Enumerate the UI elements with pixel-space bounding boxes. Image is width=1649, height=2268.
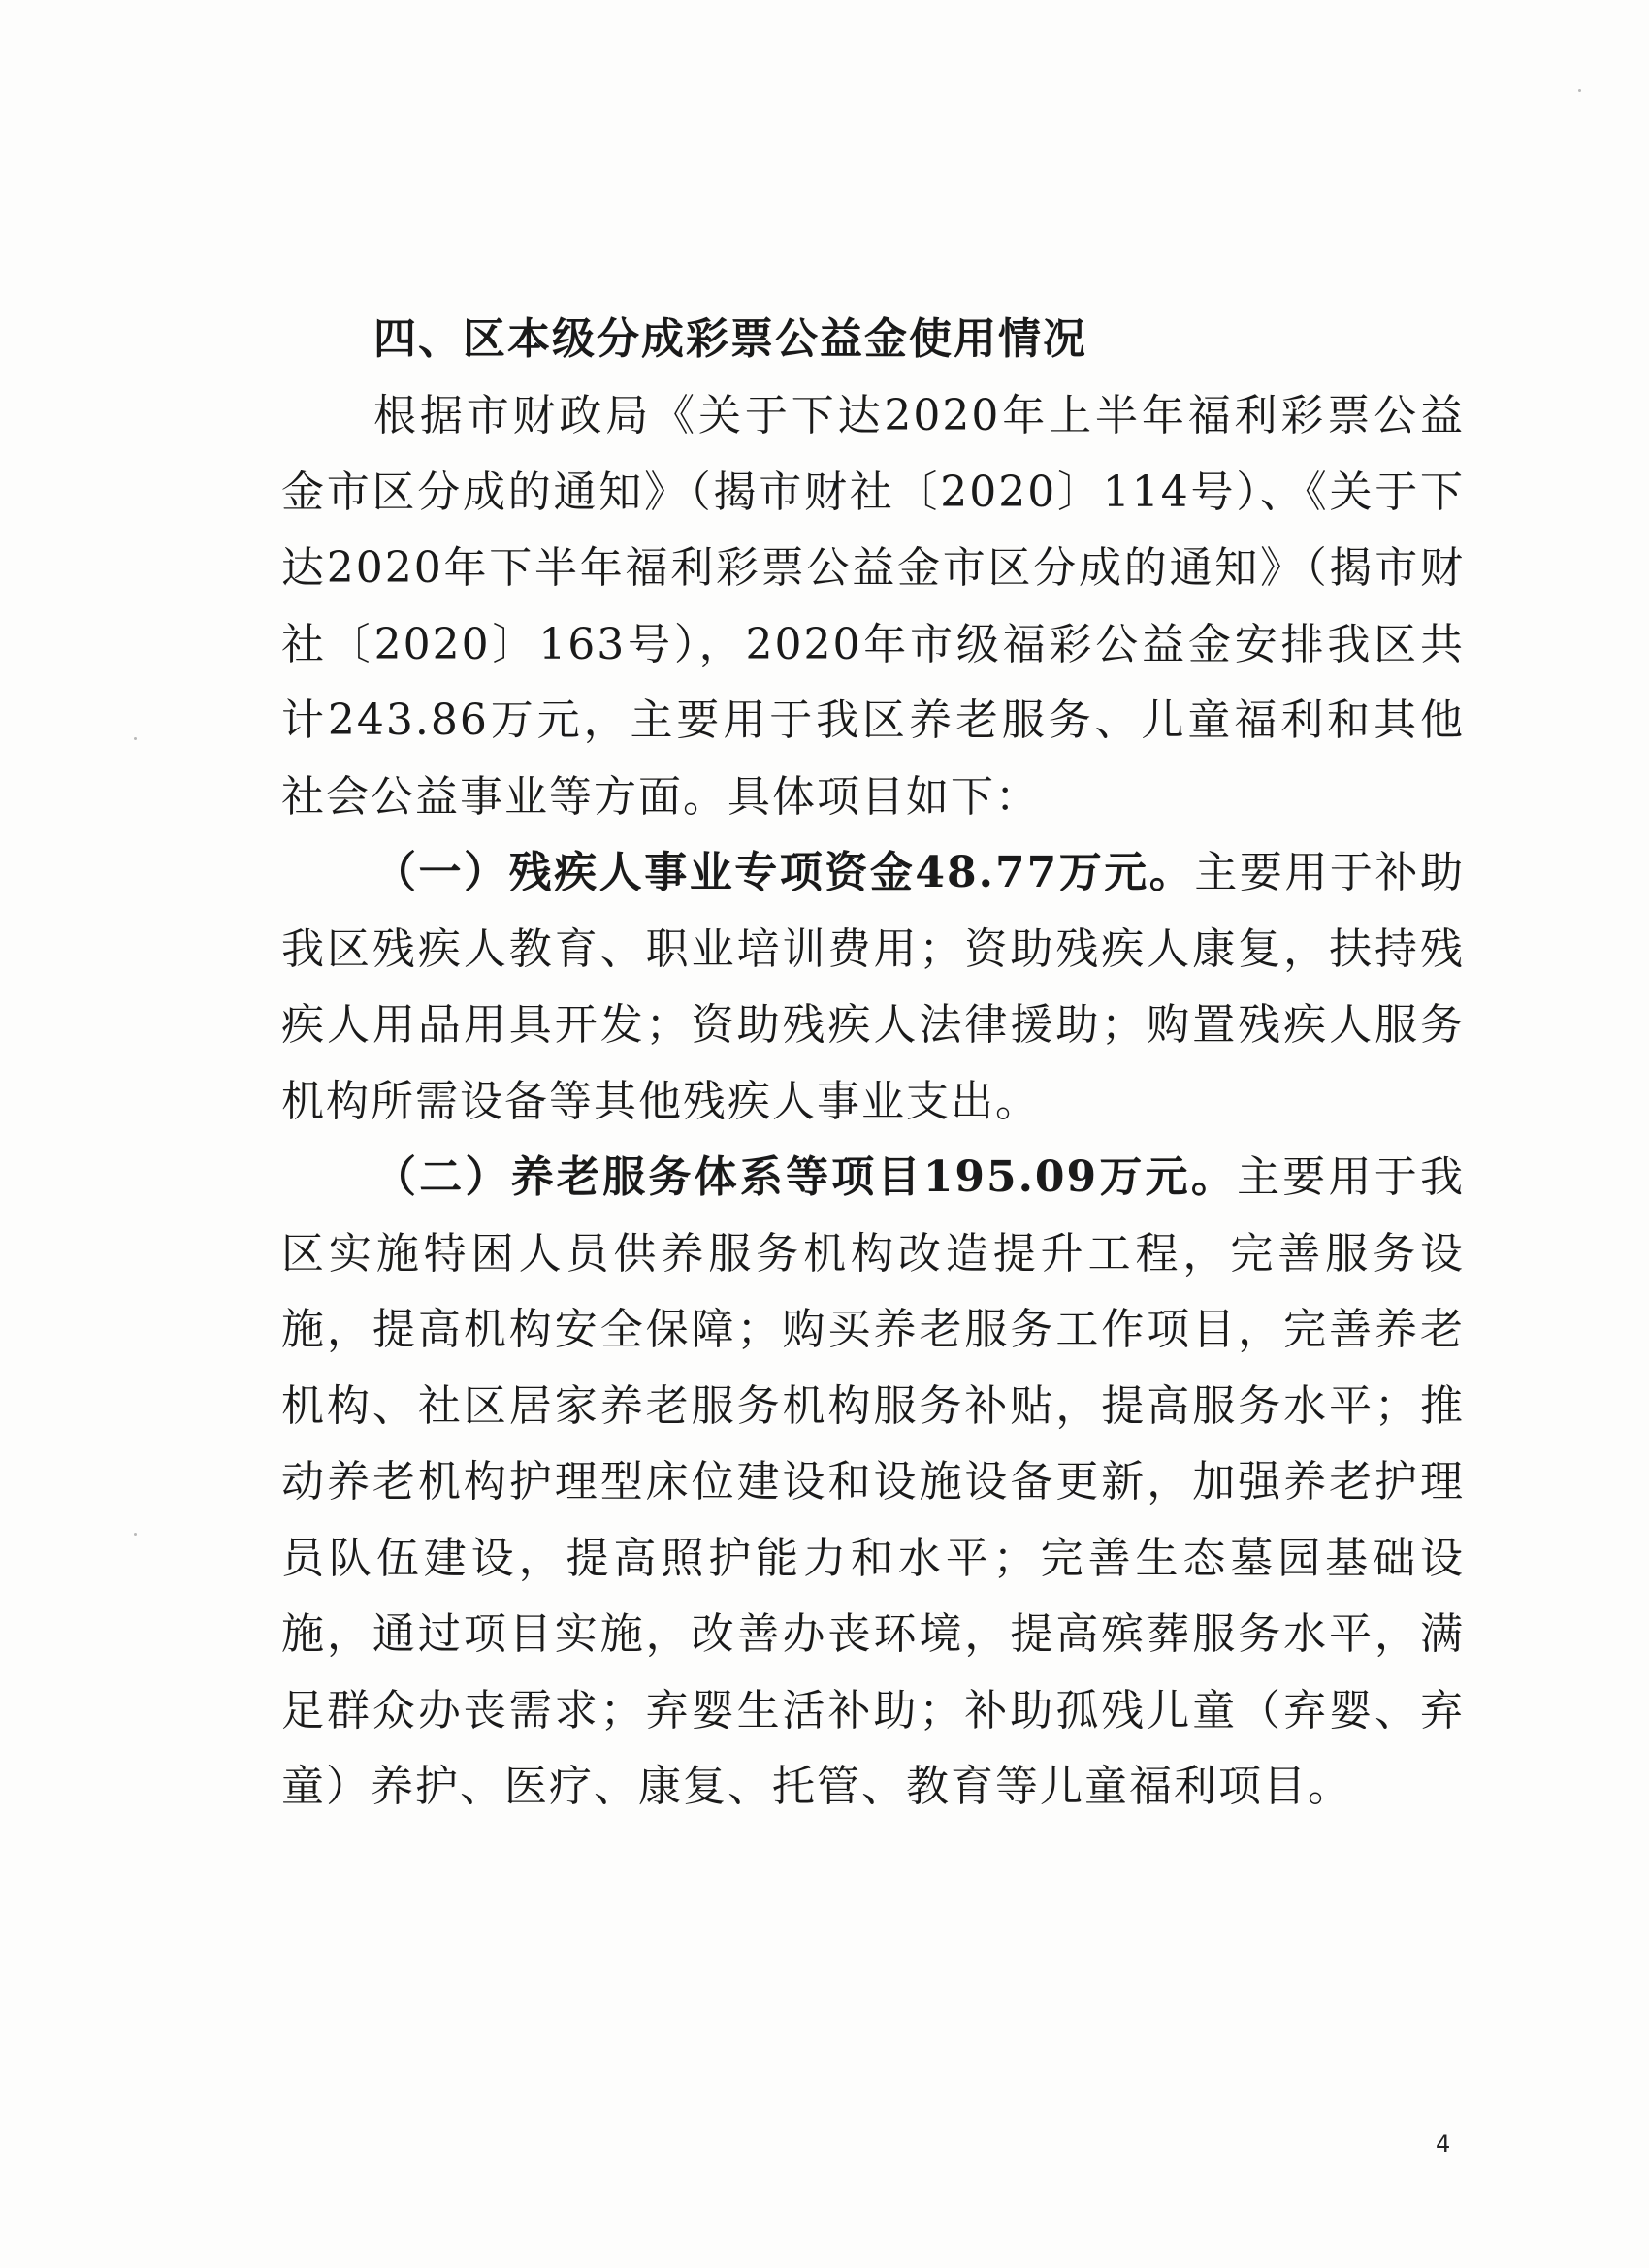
item-2-body: 主要用于我区实施特困人员供养服务机构改造提升工程，完善服务设施，提高机构安全保障；购买养老服务工作项目，完善养老机构、社区居家养老服务机构服务补贴，提高服务水平；推动养老机构护理型床位建设和设施设备更新，加强养老护理员队伍建设，提高照护能力和水平；完善生态墓园基础设施，通过项目实施，改善办丧环境，提高殡葬服务水平，满足群众办丧需求；弃婴生活补助；补助孤残儿童（弃婴、弃童）养护、医疗、康复、托管、教育等儿童福利项目。 bbox=[281, 1152, 1465, 1811]
section-heading: 四、区本级分成彩票公益金使用情况 bbox=[373, 314, 1087, 364]
item-1-paragraph bbox=[281, 835, 1465, 1140]
item-2-lead: （二）养老服务体系等项目195.09万元。 bbox=[373, 1152, 1238, 1202]
intro-paragraph: 根据市财政局《关于下达2020年上半年福利彩票公益金市区分成的通知》（揭市财社〔2020〕114号）、《关于下达2020年下半年福利彩票公益金市区分成的通知》（揭市财社〔2020〕163号），2020年市级福彩公益金安排我区共计243.86万元，主要用于我区养老服务、儿童福利和其他社会公益事业等方面。具体项目如下： bbox=[281, 391, 1465, 822]
item-1-lead: （一）残疾人事业专项资金48.77万元。 bbox=[373, 848, 1195, 897]
document-body bbox=[281, 301, 1465, 1826]
scan-speck bbox=[134, 1533, 137, 1536]
scan-speck bbox=[1578, 89, 1581, 92]
item-2-paragraph bbox=[281, 1140, 1465, 1826]
item-1-body: 主要用于补助我区残疾人教育、职业培训费用；资助残疾人康复，扶持残疾人用品用具开发；资助残疾人法律援助；购置残疾人服务机构所需设备等其他残疾人事业支出。 bbox=[281, 848, 1465, 1126]
page-number: 4 bbox=[1436, 2130, 1451, 2157]
scan-speck bbox=[134, 737, 137, 740]
